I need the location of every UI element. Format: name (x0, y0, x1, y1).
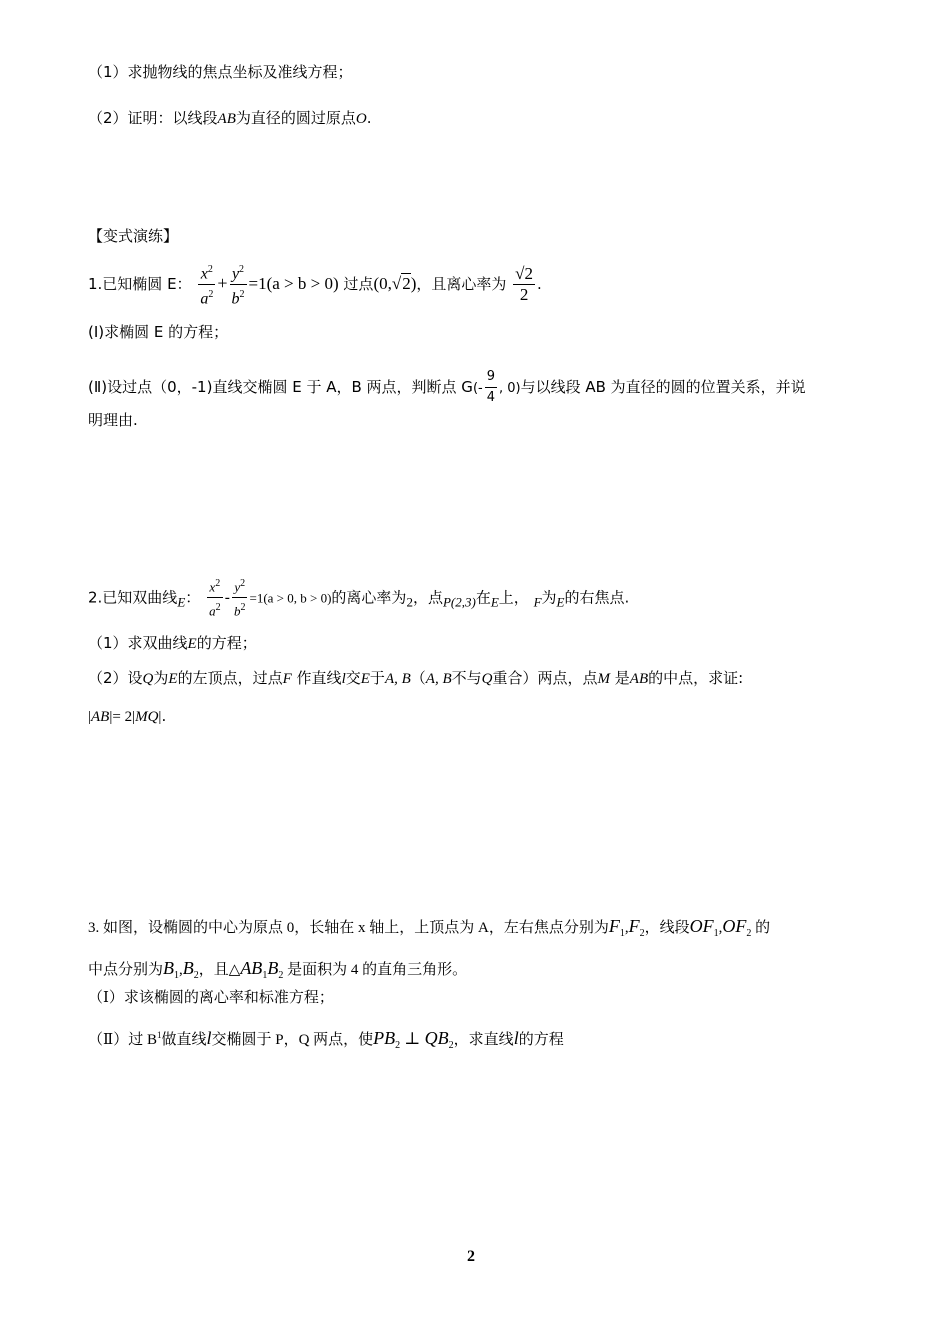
p1-fx: x (200, 265, 208, 282)
q2-text-end: . (366, 109, 372, 127)
p2-q2-E: E (168, 671, 178, 687)
p1-g-close: , 0) (498, 381, 521, 396)
comma-icon: , (179, 962, 183, 978)
p2-fa: a (209, 603, 216, 619)
p3-tri-B: B (267, 958, 279, 978)
p2-q2-d: 作直线 (296, 669, 342, 687)
p1-g-open: (- (472, 381, 483, 396)
p2-fx-sq: 2 (215, 578, 221, 589)
p1-fa: a (200, 290, 209, 308)
abs-bar-icon: | (109, 709, 113, 725)
p3-l: l (206, 1028, 212, 1048)
p3-ii-c: ，求直线 (453, 1032, 514, 1048)
p3-mid-pre: 中点分别为 (88, 962, 164, 978)
p2-eq2: = 2 (112, 709, 133, 725)
p2-E: E (177, 594, 186, 610)
p2-q2-g: （ (410, 669, 426, 687)
p1-fy: y (231, 265, 240, 282)
abs-bar-icon: | (132, 709, 136, 725)
p1-ecc-fraction (513, 264, 535, 305)
p2-pt: ，点 (412, 588, 443, 607)
p2-E3: E (556, 594, 565, 610)
p2-q2-h: 不与 (451, 669, 482, 687)
p2-q2-f: 于 (369, 669, 385, 687)
p2-above: 上， (498, 588, 529, 607)
p1-g-den: 4 (486, 390, 495, 405)
p2-l: l (341, 671, 346, 687)
p2-q2-F: F (282, 671, 292, 687)
p1-g-fraction (485, 367, 497, 408)
p1-pass: 过点 (343, 275, 374, 293)
question-2 (88, 108, 372, 129)
p2-Q: Q (142, 671, 154, 687)
p3-lead: 3. 如图，设椭圆的中心为原点 0，长轴在 x 轴上，上顶点为 A，左右焦点分别为 (88, 920, 609, 936)
p2-equation: =1(a > 0, b > 0) (249, 590, 332, 606)
sqrt-icon: √ (391, 274, 402, 293)
p2-M: M (597, 671, 610, 687)
p3-s1: 1 (619, 928, 625, 939)
p3-B2: B (182, 958, 194, 978)
segment-ab: AB (217, 111, 236, 127)
p3-PB: PB (373, 1028, 396, 1048)
p3-de: 的 (755, 920, 771, 936)
p2-on: 在 (475, 588, 491, 607)
p2-q2-i: 重合）两点，点 (492, 669, 598, 687)
p2-P: P(2,3) (442, 594, 476, 610)
p2-q1-post: 的方程； (196, 634, 257, 652)
p2-end: . (161, 707, 167, 725)
p1-dot: . (537, 275, 542, 293)
p2-q2-e: 交 (345, 669, 361, 687)
p1-part2-post: 与以线段 AB 为直径的圆的位置关系，并说 (520, 378, 806, 396)
p1-point-end: ) (410, 274, 417, 293)
p3-s1c: 1 (174, 970, 180, 981)
p3-l2: l (513, 1028, 519, 1048)
problem-1-part2 (88, 365, 806, 409)
section-title: 【变式演练】 (88, 227, 179, 245)
p2-lead: 2.已知双曲线 (88, 588, 178, 607)
p1-ecc-num: √2 (515, 264, 534, 283)
p3-B1: B (163, 958, 175, 978)
p2-abs-MQ: MQ (135, 709, 159, 725)
problem-2-q2 (88, 668, 743, 689)
p1-part2-pre: (Ⅱ)设过点（0，-1)直线交椭圆 E 于 A，B 两点，判断点 G (88, 378, 473, 396)
p2-q2-E2: E (360, 671, 370, 687)
p3-s2c: 2 (193, 970, 199, 981)
p1-g-num: 9 (485, 367, 497, 388)
p3-s1b: 1 (713, 928, 719, 939)
problem-1-statement (88, 258, 542, 308)
problem-3-statement (88, 916, 770, 944)
abs-bar-icon: | (88, 709, 92, 725)
p3-F1: F (608, 916, 620, 936)
p2-Q2: Q (481, 671, 493, 687)
p2-fraction-x (207, 574, 223, 622)
p3-ii-pre: （Ⅱ）过 B (88, 1032, 157, 1048)
p3-ii-end: 的方程 (518, 1032, 564, 1048)
problem-3-statement-2 (88, 958, 467, 986)
p2-abs-AB: AB (91, 709, 110, 725)
p3-tri: AB (240, 958, 263, 978)
p3-s2e: 2 (395, 1040, 401, 1051)
abs-bar-icon: | (158, 709, 162, 725)
p2-ecc: 的离心率为 (331, 588, 407, 607)
perp-icon: ⊥ (400, 1029, 425, 1048)
comma-icon: , (624, 920, 629, 936)
p2-AB: A, B (384, 671, 411, 687)
p1-fa-sq: 2 (208, 289, 214, 300)
comma-icon: , (718, 920, 723, 936)
p3-ii-sub: 1 (156, 1030, 162, 1040)
p2-q2-j: 是 (614, 669, 630, 687)
origin-o: O (355, 111, 367, 127)
problem-1-part2-cont: 明理由. (88, 411, 138, 429)
problem-1-part1: (Ⅰ)求椭圆 E 的方程； (88, 323, 229, 341)
q2-text-pre: （2）证明：以线段 (88, 109, 218, 127)
p2-q2-c: 的左顶点，过点 (177, 669, 283, 687)
p2-minus: - (224, 588, 230, 607)
p3-tri-post: 是面积为 4 的直角三角形。 (287, 962, 468, 978)
p1-fx-sq: 2 (207, 263, 213, 275)
p2-fraction-y (232, 574, 248, 622)
p2-AB3: AB (629, 671, 649, 687)
p2-q2-a: （2）设 (88, 669, 143, 687)
p3-s2d: 2 (278, 970, 284, 981)
p3-s2: 2 (639, 928, 645, 939)
p1-point-sqrt: 2 (402, 274, 411, 293)
p2-fa-sq: 2 (215, 602, 221, 614)
p1-fb-sq: 2 (239, 289, 245, 300)
p3-OF1: OF (689, 916, 714, 936)
p3-s2b: 2 (746, 928, 752, 939)
p2-two: 2 (406, 594, 413, 610)
p1-lead: 1.已知椭圆 E： (88, 275, 192, 293)
problem-2-proof (88, 706, 166, 727)
p1-ecc-den: 2 (519, 285, 529, 304)
p2-right: 的右焦点. (564, 588, 630, 607)
problem-3-part1: （Ⅰ）求该椭圆的离心率和标准方程； (88, 990, 334, 1006)
p2-fy: y (234, 579, 241, 595)
p2-is: 为 (541, 588, 557, 607)
p2-F: F (533, 594, 542, 610)
p2-fb-sq: 2 (240, 602, 246, 614)
q2-text-mid: 为直径的圆过原点 (235, 109, 356, 127)
problem-3-part2 (88, 1025, 564, 1056)
p3-ii-b: 交椭圆于 P，Q 两点，使 (211, 1032, 374, 1048)
p1-plus: + (217, 273, 228, 293)
p3-F2: F (628, 916, 640, 936)
problem-2-q1 (88, 633, 257, 654)
p2-q1-pre: （1）求双曲线 (88, 634, 188, 652)
p2-fx: x (209, 579, 216, 595)
p2-q2-k: 的中点，求证: (648, 669, 744, 687)
p2-AB-2: A, B (425, 671, 452, 687)
p3-OF2: OF (722, 916, 747, 936)
p3-QB: QB (424, 1028, 449, 1048)
p1-fraction-x (198, 260, 215, 310)
p2-q1-E: E (187, 636, 197, 652)
question-1: （1）求抛物线的焦点坐标及准线方程； (88, 63, 353, 81)
page-number: 2 (467, 1248, 475, 1265)
p2-fy-sq: 2 (240, 578, 246, 589)
p3-s1d: 1 (262, 970, 268, 981)
p1-fraction-y (230, 260, 247, 310)
p2-q2-b: 为 (153, 669, 169, 687)
p1-ecc-text: ，且离心率为 (416, 275, 507, 293)
p3-line-seg: ，线段 (644, 920, 690, 936)
p1-fy-sq: 2 (239, 263, 245, 275)
p1-equation: =1(a > b > 0) (248, 274, 339, 293)
p1-fb: b (231, 290, 240, 308)
problem-2-statement (88, 574, 629, 618)
p3-ii-mid: 做直线 (161, 1032, 207, 1048)
p1-point-pre: (0, (373, 274, 392, 293)
p2-fb: b (233, 603, 241, 619)
p3-and: ，且△ (198, 962, 241, 978)
p2-colon: ： (185, 588, 201, 607)
p2-E2: E (490, 594, 499, 610)
p3-s2f: 2 (448, 1040, 454, 1051)
